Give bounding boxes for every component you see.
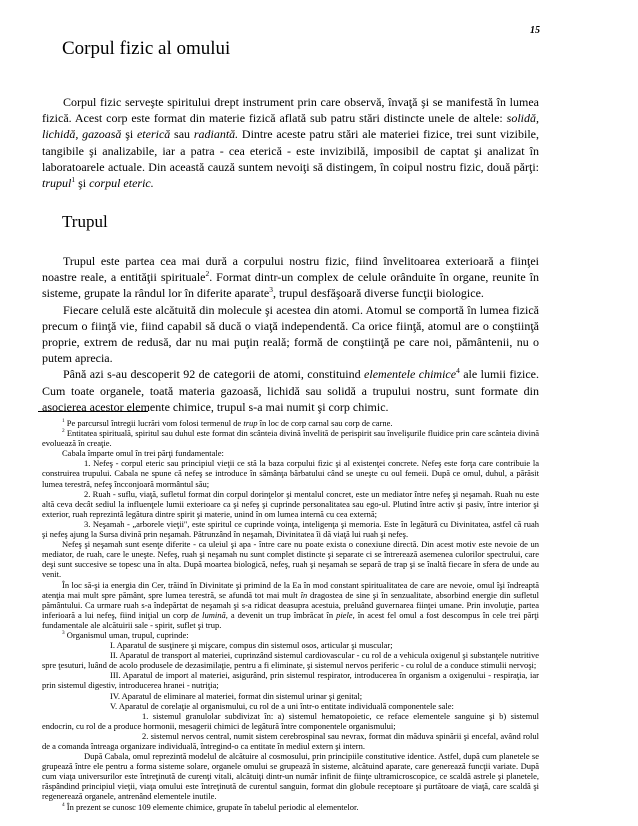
footnote-1-a: Pe parcursul întregii lucrări vom folosi termenul de bbox=[64, 418, 244, 428]
intro-states: solidă, lichidă, gazoasă bbox=[42, 111, 539, 142]
footnote-1 bbox=[42, 418, 539, 428]
footnote-2-line-7 bbox=[42, 580, 539, 630]
footnote-4 bbox=[42, 802, 539, 812]
footnote-2-text: Entitatea spirituală, spiritul sau duhul este format din scânteia divină învelită de perispirit sau învelişurile fluidice prin care scânteia divină evoluează în creaţie. bbox=[42, 428, 539, 449]
footnote-1-italic: trup bbox=[243, 418, 258, 428]
footnote-3-line-7: 2. sistemul nervos central, numit sistem cerebrospinal sau nevrax, format din măduva spinării şi encefal, având rolul de a comanda întreaga organizare individuală, întregind-o ca entitate în mediul extern şi intern. bbox=[42, 730, 539, 751]
footnote-4-text: În prezent se cunosc 109 elemente chimice, grupate în tabelul periodic al elementelor. bbox=[64, 801, 359, 812]
body-paragraph-1 bbox=[42, 253, 539, 302]
footnote-2-line-4: 2. Ruah - suflu, viaţă, sufletul format din corpul dorinţelor şi mentalul concret, este un mediator între nefeş şi neşamah. Ruah nu este altă ceva decât sediul la influenţele lumii exterioare ca şi nefeş şi cuprinde personalitatea sau ego-ul. Plutind între activ şi pasiv, între interior şi exterior, ruah reprezintă legătura dintre spirit şi materie, unind în om lumea internă cu cea externă; bbox=[42, 488, 539, 519]
footnotes bbox=[42, 418, 539, 812]
footnote-2-marker: 2 bbox=[62, 428, 65, 435]
intro-corpul-eteric: corpul eteric. bbox=[89, 176, 154, 191]
footnote-3-line-6: 1. sistemul granulolar subdivizat în: a) sistemul hematopoietic, ce reface elementele sanguine şi b) sistemul endocrin, cu rol de a produce hormonii, mesagerii chimici de legătură între componentele organismului; bbox=[42, 710, 539, 731]
chapter-title: Corpul fizic al omului bbox=[62, 38, 231, 59]
body-paragraph-2: Fiecare celulă este alcătuită din molecule şi acestea din atomi. Atomul se comportă în lumea fizică precum o fiinţă vie, fiind capabil să ducă o viaţă independentă. Ca orice fiinţă, atomul are o conştiinţă proprie, extrem de redusă, dar nu mai puţin reală; formă de conştiinţă pe care noi, pământenii, nu o putem aprecia. bbox=[42, 302, 539, 366]
footnote-ref-1[interactable]: 1 bbox=[71, 175, 76, 185]
f2-l7-italic3: piele bbox=[336, 609, 353, 620]
intro-t5: şi bbox=[75, 176, 90, 191]
footnote-2-line-6: Nefeş şi neşamah sunt esenţe diferite - ca uleiul şi apa - între care nu poate exista o conexiune directă. Din acest motiv este nevoie de un mediator, de ruah, care le uneşte. Nefeş, ruah şi neşamah nu sunt complet distincte şi separate ci se întrerează asemenea culorilor spectrului, care deşi sunt succesive se topesc una în alta. După moartea biologică, nefeş, ruah şi neşamah se separă de trap şi se înaltă fiecare în sfera de unde au venit. bbox=[42, 539, 539, 580]
footnote-3-text: Organismul uman, trupul, cuprinde: bbox=[64, 629, 189, 640]
intro-t1: Corpul fizic serveşte spiritului drept instrument prin care observă, învaţă şi se manifestă în lumea fizică. Acest corp este format din materie fizică aflată sub patru stări distincte unele de altele: bbox=[42, 95, 539, 126]
intro-eteric: eterică bbox=[136, 127, 171, 142]
footnote-ref-2[interactable]: 2 bbox=[205, 269, 210, 279]
intro-radiant: radiantă. bbox=[193, 127, 239, 142]
f2-l7-italic2: de lumină bbox=[191, 609, 226, 620]
footnote-ref-4[interactable]: 4 bbox=[456, 366, 460, 376]
p1-c: , trupul desfăşoară diverse funcţii biologice. bbox=[272, 286, 484, 301]
footnote-3-line-5: V. Aparatul de corelaţie al organismului, cu rol de a uni într-o entitate individuală componentele sale: bbox=[110, 700, 454, 711]
footnote-3-line-2: II. Aparatul de transport al materiei, cuprinzând sistemul cardiovascular - cu rol de a vehicula oxigenul şi substanţele nutritive spre ţesuturi, luând de acolo produsele de dezasimilaţie, pentru a fi eliminate, şi sistemul nervos periferic - cu rolul de a conduce stimulii nervoşi; bbox=[42, 650, 539, 671]
body-paragraph-3 bbox=[42, 366, 539, 415]
f2-l7-d: , în acest fel omul a fost descompus în cele trei părţi fundamentale ale alcătuirii sale - spirit, suflet şi trup. bbox=[42, 609, 539, 630]
p3-italic: elementele chimice bbox=[364, 367, 457, 382]
page-number: 15 bbox=[530, 25, 540, 36]
footnote-1-marker: 1 bbox=[62, 418, 65, 425]
f2-l7-b: dragostea de sine şi în senzualitate, absorbind energie din sufletul pământului. Ca urmare ruah s-a îndepărtat de neşamah şi s-a ridicat deasupra acestuia, preluând guvernarea fiinţei umane. Prin involuţie, partea inferioară a lui nefeş, fiind iniţial un corp bbox=[42, 589, 539, 620]
p3-a: Până azi s-au descoperit 92 de categorii de atomi, constituind bbox=[63, 367, 365, 382]
p3-b: ale lumii fizice. Cum toate organele, toată materia gazoasă, lichidă sau solidă a trupului nostru, sunt formate din asocierea acestor elemente chimice, trupul s-a mai numit şi corp chimic. bbox=[42, 367, 540, 414]
intro-trupul: trupul bbox=[42, 176, 72, 191]
f2-l7-italic: în bbox=[300, 589, 308, 600]
footnote-4-marker: 4 bbox=[62, 801, 65, 808]
p1-a: Trupul este partea cea mai dură a corpului nostru fizic, fiind învelitoarea exterioară a fiinţei noastre reale, a entităţii spirituale bbox=[42, 254, 539, 285]
f2-l7-a: În loc să-şi ia energia din Cer, trăind în Divinitate şi primind de la Ea în mod constant spiritualitatea de care are nevoie, omul îşi îndreaptă atenţia mai mult spre pământ, spre lumea terestră, se afundă tot mai mult bbox=[42, 579, 539, 600]
section-body bbox=[42, 253, 539, 415]
footnote-2-line-2: Cabala împarte omul în trei părţi fundamentale: bbox=[62, 448, 224, 459]
footnote-3-line-8: După Cabala, omul reprezintă modelul de alcătuire al cosmosului, prin principiile constitutive identice. Astfel, după cum planetele se grupează între ele pentru a forma sisteme solare, organele omului se grupează în sisteme, alcătuind aparate, care generează funcţii variate. După cum viaţa universurilor este întreţinută de curenţi vitali, alcătuiţi dintr-un număr infinit de fiinţe ultramicroscopice, ce scaldă astrele şi planetele, răspândind principiul vieţii, viaţa omului este întreţinută de curentul sanguin, format din globule receptoare şi purtătoare de viaţă, care scaldă şi regenerează organele, antrenând elementele inutile. bbox=[42, 751, 539, 802]
footnote-3-marker: 3 bbox=[62, 630, 65, 637]
intro-text bbox=[42, 94, 539, 191]
footnote-2-line-5: 3. Neşamah - „arborele vieţii", este spiritul ce cuprinde voinţa, inteligenţa şi memoria. Este în legătură cu Divinitatea, astfel că ruah şi nefeş ajung la Sursa divină prin neşamah. Pătrunzând în neşamah, Divinitatea îi dă viaţă lui ruah şi nefeş. bbox=[42, 518, 539, 540]
footnote-2-line-3: 1. Nefeş - corpul eteric sau principiul vieţii ce stă la baza corpului fizic şi al existenţei concrete. Nefeş este forţa care contribuie la construirea trupului. Cabala ne spune că nefeş se introduce în sămânţa bărbatului când se uneşte cu oul femeii. După ce omul, duhul, a părăsit lumea terestră, nefeş încconjoară mormântul său; bbox=[42, 458, 539, 489]
f2-l7-c: , a devenit un trup îmbrăcat în bbox=[225, 609, 337, 620]
footnote-1-b: în loc de corp carnal sau corp de carne. bbox=[257, 418, 393, 428]
footnote-3 bbox=[42, 630, 539, 640]
footnote-3-line-4: IV. Aparatul de eliminare al materiei, format din sistemul urinar şi genital; bbox=[110, 690, 363, 701]
footnote-divider bbox=[38, 411, 148, 412]
intro-paragraph bbox=[42, 94, 539, 191]
footnote-3-line-3: III. Aparatul de import al materiei, asigurând, prin sistemul respirator, introducerea în organism a oxigenului - respiraţia, iar prin sistemul digestiv, introducerea hranei - nutriţia; bbox=[42, 670, 539, 691]
footnote-2 bbox=[42, 428, 539, 448]
footnote-ref-3[interactable]: 3 bbox=[269, 285, 273, 295]
intro-t4: Dintre aceste patru stări ale materiei fizice, trei sunt vizibile, tangibile şi analizabile, iar a patra - cea eterică - este invizibilă, imposibil de captat şi analizat în laboratoarele actuale. Din această cauză suntem nevoiţi să distingem, în coipul nostru fizic, două părţi: bbox=[42, 127, 539, 174]
intro-t3: sau bbox=[170, 127, 194, 142]
footnote-3-line-1: I. Aparatul de susţinere şi mişcare, compus din sistemul osos, articular şi muscular; bbox=[110, 640, 393, 651]
intro-t2: şi bbox=[121, 127, 137, 142]
p1-b: . Format dintr-un complex de celule orânduite în organe, reunite în sisteme, grupate la rândul lor în diferite aparate bbox=[42, 270, 539, 301]
section-title: Trupul bbox=[62, 212, 108, 231]
